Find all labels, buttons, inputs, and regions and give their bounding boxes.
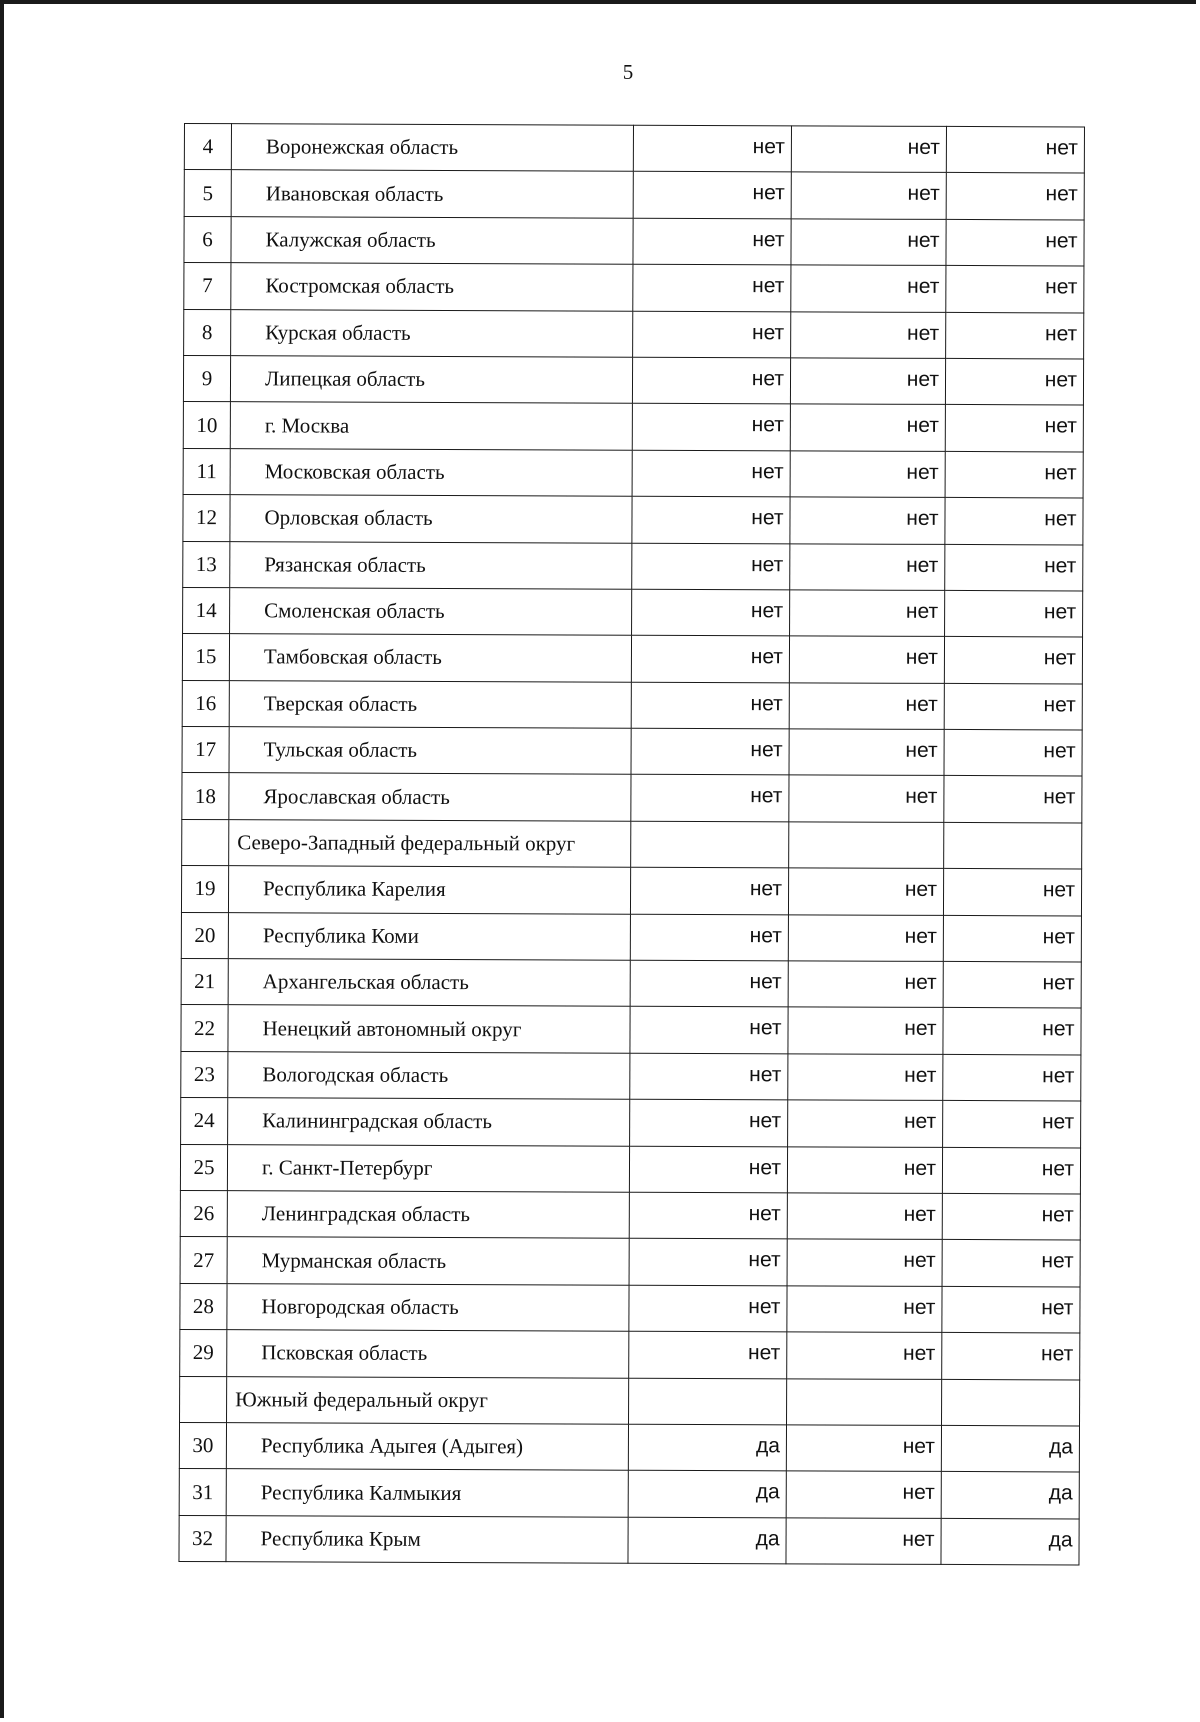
value-cell-3: нет xyxy=(942,1193,1080,1240)
district-header-row xyxy=(182,819,1082,869)
table-row xyxy=(180,1237,1080,1287)
row-number: 25 xyxy=(180,1144,227,1191)
value-cell-1: нет xyxy=(631,636,789,683)
value-cell-1: нет xyxy=(631,682,789,729)
table-row xyxy=(180,1144,1080,1194)
row-number: 16 xyxy=(182,680,229,727)
region-name: Тамбовская область xyxy=(229,634,631,682)
value-cell-3: нет xyxy=(946,266,1084,313)
value-cell-1: нет xyxy=(633,218,791,265)
region-name: Тверская область xyxy=(229,680,631,728)
region-name: Ненецкий автономный округ xyxy=(228,1005,630,1053)
value-cell-2 xyxy=(787,1378,942,1425)
table-row xyxy=(183,355,1083,405)
region-name: г. Москва xyxy=(230,402,632,450)
value-cell-3: нет xyxy=(945,358,1083,405)
value-cell-1: нет xyxy=(632,404,790,451)
region-name: Калининградская область xyxy=(228,1098,630,1146)
row-number: 15 xyxy=(182,634,229,681)
value-cell-3: нет xyxy=(946,312,1084,359)
table-row xyxy=(182,727,1082,777)
row-number: 23 xyxy=(181,1051,228,1098)
table-row xyxy=(181,959,1081,1009)
value-cell-2: нет xyxy=(790,404,945,451)
value-cell-2: нет xyxy=(790,451,945,498)
value-cell-2: нет xyxy=(791,311,946,358)
value-cell-2: нет xyxy=(786,1518,941,1565)
value-cell-3: нет xyxy=(946,173,1084,220)
table-row xyxy=(181,1051,1081,1101)
table-row xyxy=(179,1515,1079,1565)
value-cell-3: нет xyxy=(943,1101,1081,1148)
row-number: 31 xyxy=(179,1469,226,1516)
table-row xyxy=(181,1098,1081,1148)
regions-table-body xyxy=(179,124,1085,1566)
region-name: Республика Крым xyxy=(226,1515,628,1563)
table-row xyxy=(183,495,1083,545)
value-cell-1: нет xyxy=(629,1192,787,1239)
row-number: 32 xyxy=(179,1515,226,1562)
region-name: Липецкая область xyxy=(230,356,632,404)
region-name: Ивановская область xyxy=(231,170,633,218)
value-cell-2: нет xyxy=(787,1332,942,1379)
value-cell-2: нет xyxy=(790,590,945,637)
value-cell-2: нет xyxy=(791,126,946,173)
value-cell-1: нет xyxy=(632,357,790,404)
table-row xyxy=(181,912,1081,962)
row-number: 13 xyxy=(183,541,230,588)
value-cell-2: нет xyxy=(787,1239,942,1286)
value-cell-1: нет xyxy=(629,1146,787,1193)
table-row xyxy=(184,216,1084,266)
value-cell-3: нет xyxy=(944,776,1082,823)
value-cell-3: нет xyxy=(943,915,1081,962)
value-cell-1: нет xyxy=(629,1331,787,1378)
value-cell-3: нет xyxy=(945,405,1083,452)
row-number: 12 xyxy=(183,495,230,542)
row-number: 20 xyxy=(181,912,228,959)
table-row xyxy=(179,1422,1079,1472)
region-name: Воронежская область xyxy=(231,124,633,172)
value-cell-1: нет xyxy=(630,1007,788,1054)
value-cell-1: нет xyxy=(632,543,790,590)
value-cell-3: нет xyxy=(945,544,1083,591)
table-row xyxy=(184,309,1084,359)
region-name: Московская область xyxy=(230,448,632,496)
row-number-cell xyxy=(182,819,229,866)
value-cell-2: нет xyxy=(788,1007,943,1054)
region-name: Республика Адыгея (Адыгея) xyxy=(226,1423,628,1471)
row-number: 21 xyxy=(181,959,228,1006)
row-number: 7 xyxy=(184,263,231,310)
row-number: 8 xyxy=(184,309,231,356)
row-number: 18 xyxy=(182,773,229,820)
table-row xyxy=(184,263,1084,313)
value-cell-2: нет xyxy=(786,1471,941,1518)
value-cell-3 xyxy=(944,822,1082,869)
value-cell-2: нет xyxy=(791,265,946,312)
value-cell-3: да xyxy=(941,1518,1079,1565)
value-cell-1: нет xyxy=(631,775,789,822)
row-number: 26 xyxy=(180,1190,227,1237)
value-cell-3: нет xyxy=(945,590,1083,637)
district-name: Южный федеральный округ xyxy=(227,1376,629,1424)
row-number: 14 xyxy=(183,587,230,634)
region-name: Вологодская область xyxy=(228,1051,630,1099)
region-name: Ярославская область xyxy=(229,773,631,821)
table-row xyxy=(181,866,1081,916)
region-name: Смоленская область xyxy=(230,588,632,636)
row-number: 30 xyxy=(179,1422,226,1469)
value-cell-1 xyxy=(629,1378,787,1425)
value-cell-2: нет xyxy=(789,729,944,776)
value-cell-2: нет xyxy=(787,1146,942,1193)
value-cell-1 xyxy=(631,821,789,868)
value-cell-2: нет xyxy=(788,1054,943,1101)
value-cell-1: нет xyxy=(633,311,791,358)
value-cell-3 xyxy=(942,1379,1080,1426)
value-cell-2: нет xyxy=(788,868,943,915)
value-cell-3: нет xyxy=(943,869,1081,916)
value-cell-2 xyxy=(789,822,944,869)
value-cell-2: нет xyxy=(788,1100,943,1147)
table-row xyxy=(183,587,1083,637)
region-name: Калужская область xyxy=(231,216,633,264)
region-name: Костромская область xyxy=(231,263,633,311)
value-cell-2: нет xyxy=(789,636,944,683)
region-name: Псковская область xyxy=(227,1330,629,1378)
region-name: Новгородская область xyxy=(227,1283,629,1331)
value-cell-3: нет xyxy=(944,730,1082,777)
value-cell-1: да xyxy=(628,1517,786,1564)
value-cell-3: нет xyxy=(942,1147,1080,1194)
row-number: 24 xyxy=(181,1098,228,1145)
region-name: Республика Коми xyxy=(228,912,630,960)
value-cell-1: да xyxy=(628,1424,786,1471)
value-cell-1: нет xyxy=(630,960,788,1007)
value-cell-2: нет xyxy=(789,775,944,822)
value-cell-3: нет xyxy=(944,637,1082,684)
region-name: Мурманская область xyxy=(227,1237,629,1285)
value-cell-1: да xyxy=(628,1471,786,1518)
value-cell-2: нет xyxy=(786,1425,941,1472)
value-cell-2: нет xyxy=(791,219,946,266)
value-cell-3: да xyxy=(941,1472,1079,1519)
value-cell-1: нет xyxy=(630,914,788,961)
value-cell-3: нет xyxy=(943,1008,1081,1055)
table-row xyxy=(184,170,1084,220)
value-cell-1: нет xyxy=(629,1285,787,1332)
value-cell-3: нет xyxy=(946,126,1084,173)
table-row xyxy=(180,1283,1080,1333)
value-cell-1: нет xyxy=(629,1239,787,1286)
region-name: Ленинградская область xyxy=(227,1191,629,1239)
value-cell-3: нет xyxy=(942,1333,1080,1380)
table-row xyxy=(183,402,1083,452)
row-number: 6 xyxy=(184,216,231,263)
table-row xyxy=(180,1330,1080,1380)
value-cell-3: нет xyxy=(942,1286,1080,1333)
value-cell-2: нет xyxy=(790,497,945,544)
value-cell-1: нет xyxy=(633,125,791,172)
value-cell-2: нет xyxy=(790,543,945,590)
value-cell-1: нет xyxy=(631,728,789,775)
value-cell-2: нет xyxy=(788,914,943,961)
value-cell-2: нет xyxy=(788,961,943,1008)
region-name: Тульская область xyxy=(229,727,631,775)
region-name: Орловская область xyxy=(230,495,632,543)
district-header-row xyxy=(180,1376,1080,1426)
value-cell-1: нет xyxy=(632,496,790,543)
value-cell-2: нет xyxy=(789,683,944,730)
table-row xyxy=(184,124,1084,174)
row-number: 5 xyxy=(184,170,231,217)
table-row xyxy=(182,680,1082,730)
region-name: Рязанская область xyxy=(230,541,632,589)
table-row xyxy=(183,448,1083,498)
region-name: Архангельская область xyxy=(228,959,630,1007)
value-cell-3: нет xyxy=(943,1054,1081,1101)
value-cell-1: нет xyxy=(633,264,791,311)
page-number: 5 xyxy=(622,60,634,84)
table-row xyxy=(179,1469,1079,1519)
row-number: 19 xyxy=(181,866,228,913)
table-row xyxy=(182,773,1082,823)
row-number: 9 xyxy=(183,355,230,402)
value-cell-2: нет xyxy=(790,358,945,405)
region-name: Курская область xyxy=(231,309,633,357)
value-cell-1: нет xyxy=(630,1099,788,1146)
value-cell-3: да xyxy=(941,1425,1079,1472)
value-cell-3: нет xyxy=(946,219,1084,266)
district-name: Северо-Западный федеральный округ xyxy=(229,820,631,868)
table-row xyxy=(183,541,1083,591)
region-name: г. Санкт-Петербург xyxy=(227,1144,629,1192)
row-number: 17 xyxy=(182,727,229,774)
row-number: 10 xyxy=(183,402,230,449)
value-cell-1: нет xyxy=(630,1053,788,1100)
value-cell-3: нет xyxy=(943,961,1081,1008)
row-number: 29 xyxy=(180,1330,227,1377)
value-cell-1: нет xyxy=(632,450,790,497)
value-cell-2: нет xyxy=(787,1193,942,1240)
region-name: Республика Карелия xyxy=(228,866,630,914)
value-cell-3: нет xyxy=(942,1240,1080,1287)
table-row xyxy=(180,1190,1080,1240)
value-cell-1: нет xyxy=(633,172,791,219)
row-number: 28 xyxy=(180,1283,227,1330)
table-row xyxy=(181,1005,1081,1055)
value-cell-1: нет xyxy=(632,589,790,636)
value-cell-3: нет xyxy=(945,498,1083,545)
value-cell-3: нет xyxy=(944,683,1082,730)
regions-table xyxy=(178,123,1085,1566)
row-number: 11 xyxy=(183,448,230,495)
row-number-cell xyxy=(180,1376,227,1423)
table-row xyxy=(182,634,1082,684)
value-cell-3: нет xyxy=(945,451,1083,498)
row-number: 4 xyxy=(184,124,231,171)
region-name: Республика Калмыкия xyxy=(226,1469,628,1517)
value-cell-2: нет xyxy=(787,1286,942,1333)
value-cell-2: нет xyxy=(791,172,946,219)
row-number: 22 xyxy=(181,1005,228,1052)
value-cell-1: нет xyxy=(630,867,788,914)
row-number: 27 xyxy=(180,1237,227,1284)
